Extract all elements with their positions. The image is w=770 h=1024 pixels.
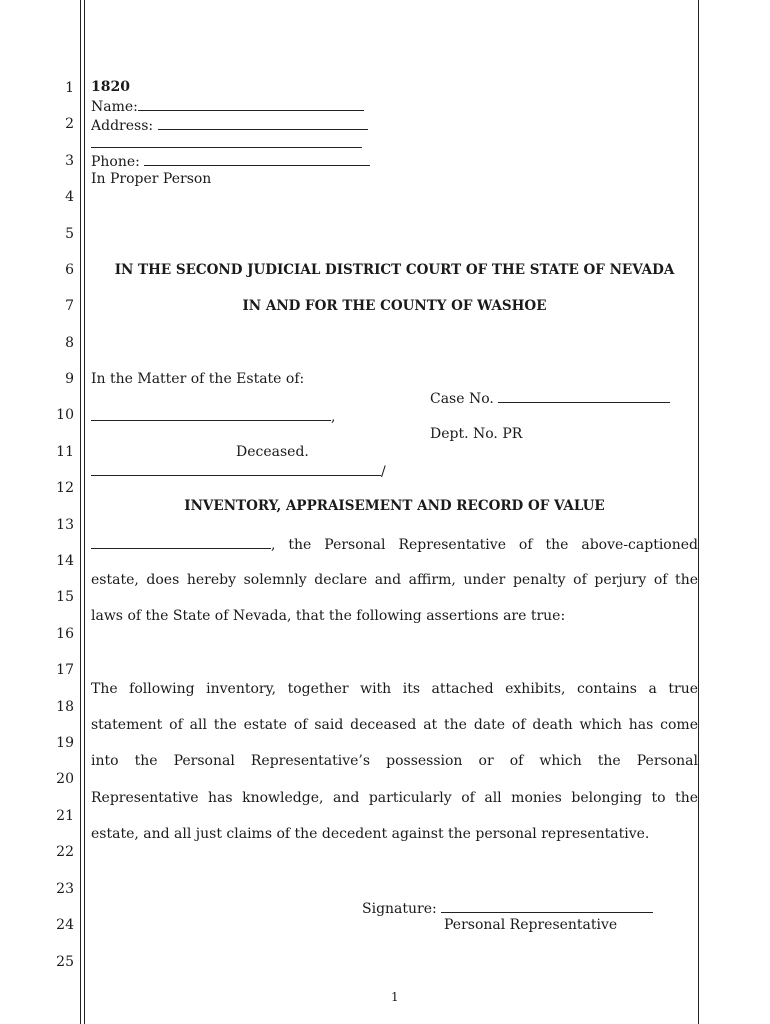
caption-closing-rule [91, 461, 381, 476]
decedent-name-line [91, 406, 335, 426]
document-title: INVENTORY, APPRAISEMENT AND RECORD OF VALUE [184, 498, 605, 514]
address-line [91, 115, 368, 135]
dept-no: Dept. No. PR [430, 426, 523, 442]
line-number: 24 [56, 917, 74, 933]
line-number: 18 [56, 699, 74, 715]
court-heading-line1: IN THE SECOND JUDICIAL DISTRICT COURT OF THE STATE OF NEVADA [114, 262, 675, 278]
form-code: 1820 [91, 79, 130, 95]
phone-label: Phone: [91, 154, 140, 170]
line-number: 6 [65, 262, 74, 278]
phone-blank[interactable] [144, 151, 370, 166]
para2-line5: estate, and all just claims of the decedent against the personal representative. [91, 826, 650, 842]
caption-slash: / [381, 464, 386, 480]
caption-closing-line [91, 461, 386, 481]
line-number: 20 [56, 771, 74, 787]
personal-rep-name-blank[interactable] [91, 534, 271, 549]
line-number: 7 [65, 298, 74, 314]
para1-line2: estate, does hereby solemnly declare and affirm, under penalty of perjury of the [91, 572, 698, 588]
para2-line1: The following inventory, together with its attached exhibits, contains a true [91, 681, 698, 697]
left-margin-rule-outer [80, 0, 81, 1024]
line-number: 14 [56, 553, 74, 569]
line-number: 10 [56, 407, 74, 423]
address-blank[interactable] [158, 115, 368, 130]
para2-line4: Representative has knowledge, and particularly of all monies belonging to the [91, 790, 698, 806]
court-heading-line2: IN AND FOR THE COUNTY OF WASHOE [242, 298, 547, 314]
proper-person: In Proper Person [91, 171, 212, 187]
line-number: 25 [56, 954, 74, 970]
case-no-label: Case No. [430, 391, 494, 407]
line-number: 4 [65, 189, 74, 205]
line-number: 2 [65, 116, 74, 132]
line-number: 11 [56, 444, 74, 460]
page-number: 1 [391, 990, 399, 1004]
line-number: 22 [56, 844, 74, 860]
address-blank-2[interactable] [91, 133, 362, 148]
name-blank[interactable] [138, 96, 364, 111]
case-no-blank[interactable] [498, 388, 670, 403]
address-label: Address: [91, 118, 154, 134]
signature-line [362, 898, 653, 918]
line-number: 9 [65, 371, 74, 387]
case-no-line [430, 388, 670, 408]
line-number: 1 [65, 80, 74, 96]
decedent-name-blank[interactable] [91, 406, 331, 421]
para1-line1-text: , the Personal Representative of the above-captioned [271, 537, 698, 553]
phone-line [91, 151, 370, 171]
line-number: 19 [56, 735, 74, 751]
decedent-comma: , [331, 409, 336, 425]
line-number: 8 [65, 335, 74, 351]
line-number: 17 [56, 662, 74, 678]
para2-line3: into the Personal Representative’s possession or of which the Personal [91, 753, 698, 769]
left-margin-rule-inner [84, 0, 85, 1024]
line-number: 12 [56, 480, 74, 496]
line-number: 5 [65, 226, 74, 242]
line-number: 15 [56, 589, 74, 605]
signature-label: Signature: [362, 901, 437, 917]
address-line-2 [91, 133, 362, 153]
para1-line3: laws of the State of Nevada, that the following assertions are true: [91, 608, 566, 624]
line-number: 13 [56, 517, 74, 533]
line-number: 23 [56, 881, 74, 897]
para2-line2: statement of all the estate of said deceased at the date of death which has come [91, 717, 698, 733]
estate-matter-label: In the Matter of the Estate of: [91, 371, 305, 387]
signature-blank[interactable] [441, 898, 653, 913]
name-line [91, 96, 364, 116]
name-label: Name: [91, 99, 138, 115]
para1-line1 [91, 534, 698, 554]
signature-title: Personal Representative [444, 917, 618, 933]
right-margin-rule [698, 0, 699, 1024]
line-number: 21 [56, 808, 74, 824]
deceased-label: Deceased. [236, 444, 309, 460]
line-number: 16 [56, 626, 74, 642]
line-number: 3 [65, 153, 74, 169]
